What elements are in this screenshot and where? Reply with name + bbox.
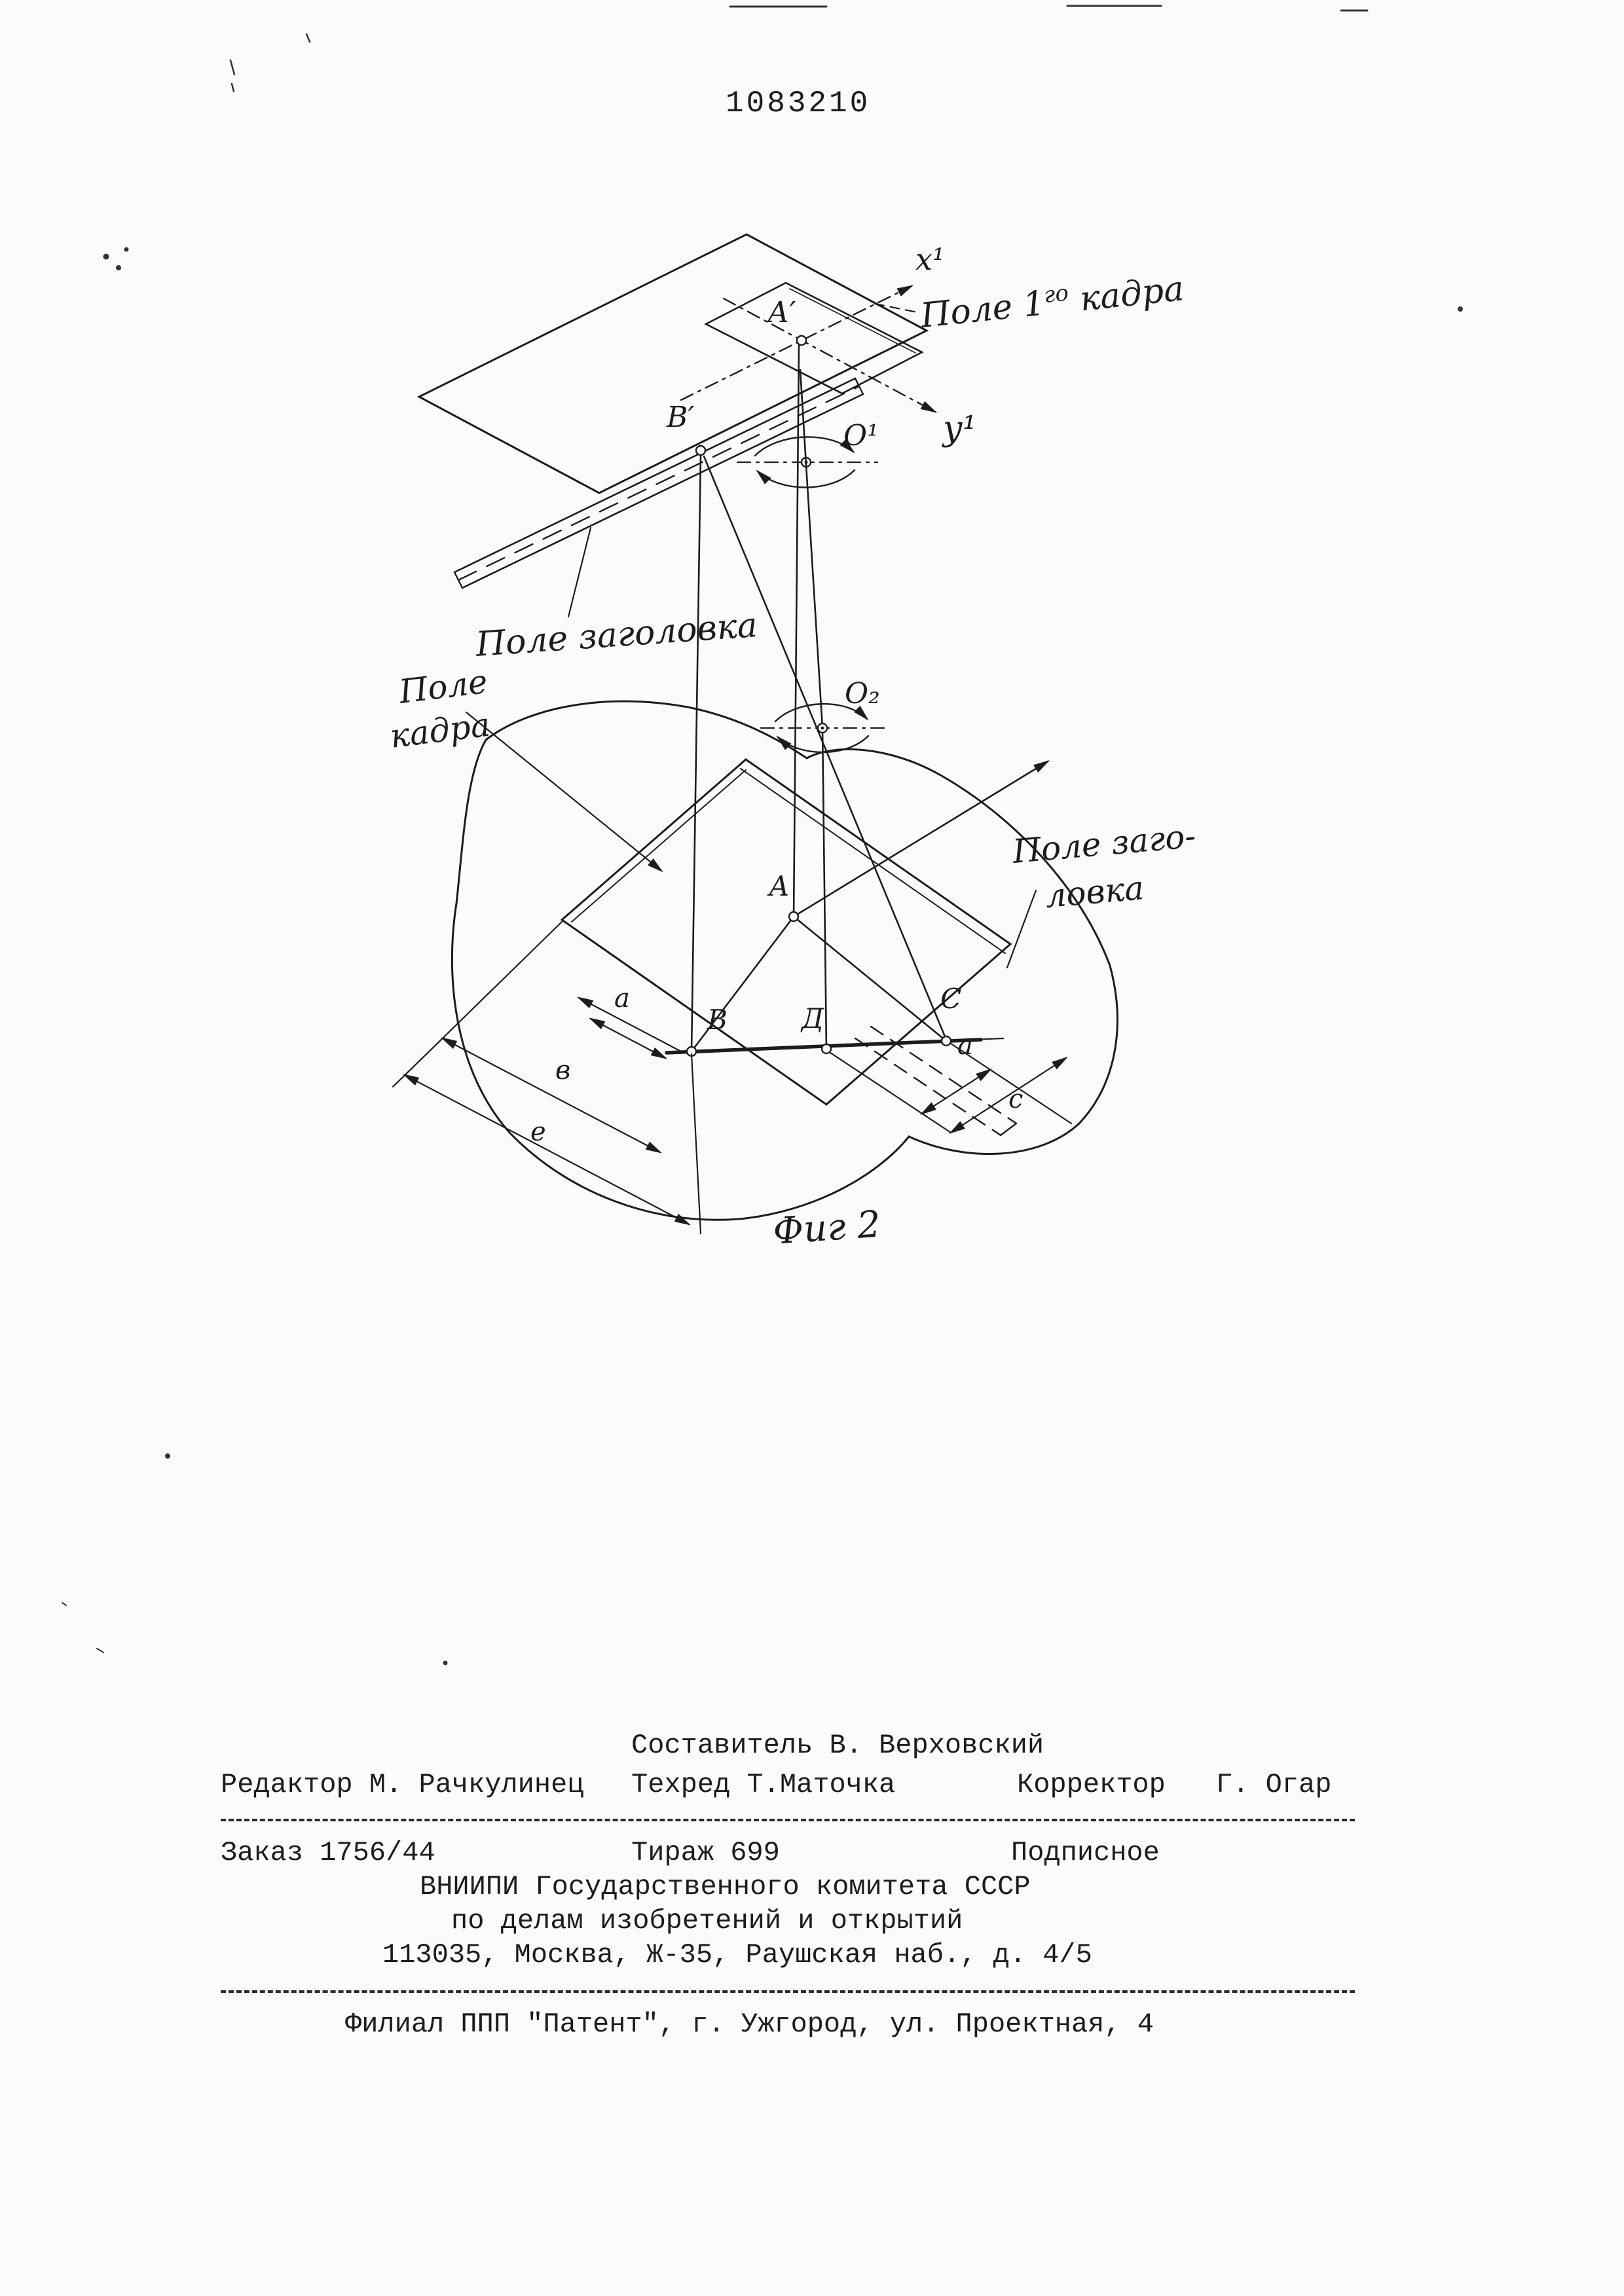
- label-dim-a-left: а: [614, 983, 630, 1013]
- label-frame-field-2: кадра: [388, 705, 492, 756]
- footer-org-line1: ВНИИПИ Государственного комитета СССР: [420, 1871, 1031, 1903]
- label-header-field-bottom-1: Поле заго-: [1010, 816, 1198, 871]
- dim-e-line: [405, 1075, 689, 1224]
- lower-header-label-leader: [1007, 890, 1036, 968]
- label-point-a: А: [769, 870, 790, 902]
- frame1-label-leader: [875, 304, 921, 313]
- lower-plane-outline: [562, 759, 1010, 1104]
- footer-corrector-title: Корректор: [1017, 1769, 1166, 1800]
- lower-plane-edge-echo-right: [741, 769, 1005, 953]
- label-point-b: В: [707, 1004, 728, 1036]
- scan-specks: [62, 6, 1462, 1664]
- label-dim-c: с: [1008, 1084, 1024, 1114]
- label-header-field-top: Поле заголовка: [474, 606, 759, 665]
- footer-print-run: Тираж 699: [631, 1837, 780, 1868]
- label-dim-v: в: [555, 1055, 571, 1085]
- figure-caption: Фиг 2: [771, 1203, 882, 1253]
- lower-axis-arrow: [794, 761, 1048, 917]
- footer-techred: Техред Т.Маточка: [631, 1769, 896, 1800]
- dimensions-left: [393, 922, 701, 1233]
- y1-axis: [724, 299, 935, 412]
- point-a-marker: [789, 912, 798, 921]
- label-point-b-prime: В′: [667, 401, 695, 434]
- top-header-label-leader: [568, 528, 591, 617]
- top-header-band: [454, 378, 863, 588]
- frame-field-label-leader: [466, 712, 661, 871]
- label-o1: О¹: [843, 419, 879, 452]
- footer-org-line2: по делам изобретений и открытий: [451, 1905, 963, 1937]
- footer-subscription: Подписное: [1011, 1837, 1160, 1868]
- top-plane-outline: [419, 234, 927, 493]
- footer-compiler: Составитель В. Верховский: [631, 1730, 1044, 1761]
- point-c-marker: [942, 1036, 951, 1046]
- label-frame-field-1: Поле: [397, 662, 490, 711]
- patent-number: 1083210: [726, 86, 871, 120]
- frame1-field-rect-echo: [790, 289, 915, 353]
- footer-divider-1: [221, 1819, 1355, 1821]
- footer-corrector-name: Г. Огар: [1216, 1769, 1332, 1800]
- dim-a-right-line: [922, 1070, 990, 1114]
- label-o2: О₂: [845, 677, 880, 710]
- point-a-prime-marker: [797, 336, 806, 345]
- point-d-marker: [822, 1044, 831, 1053]
- label-dim-a-right: а: [957, 1030, 973, 1061]
- label-dim-e: е: [530, 1117, 546, 1147]
- projection-lines: [692, 345, 946, 1051]
- footer-editor: Редактор М. Рачкулинец: [221, 1769, 584, 1800]
- lower-plane: [452, 701, 1117, 1220]
- label-point-a-prime: А′: [767, 296, 796, 329]
- dimensions-right: [830, 1044, 1071, 1133]
- label-point-c: С: [940, 983, 962, 1015]
- footer-address: 113035, Москва, Ж-35, Раушская наб., д. 4/5: [382, 1939, 1092, 1971]
- label-point-d: Д: [802, 1002, 824, 1034]
- label-axis-y1: у¹: [943, 409, 977, 448]
- dim-v-line: [443, 1038, 660, 1152]
- label-axis-x1: x¹: [915, 242, 945, 277]
- lower-plane-edge-echo-left: [572, 770, 746, 922]
- point-b-prime-marker: [696, 446, 705, 455]
- label-header-field-bottom-2: ловка: [1043, 869, 1146, 915]
- label-frame1-field: Поле $1^{го}$ кадра: [919, 269, 1186, 336]
- footer-order: Заказ 1756/44: [221, 1837, 435, 1868]
- dim-a-left-line: [591, 1019, 665, 1058]
- footer-branch: Филиал ППП "Патент", г. Ужгород, ул. Проектная, 4: [345, 2009, 1154, 2040]
- footer-divider-2: [221, 1990, 1355, 1993]
- frame1-field-rect: [706, 283, 922, 393]
- fold-line-ext-left: [579, 998, 681, 1051]
